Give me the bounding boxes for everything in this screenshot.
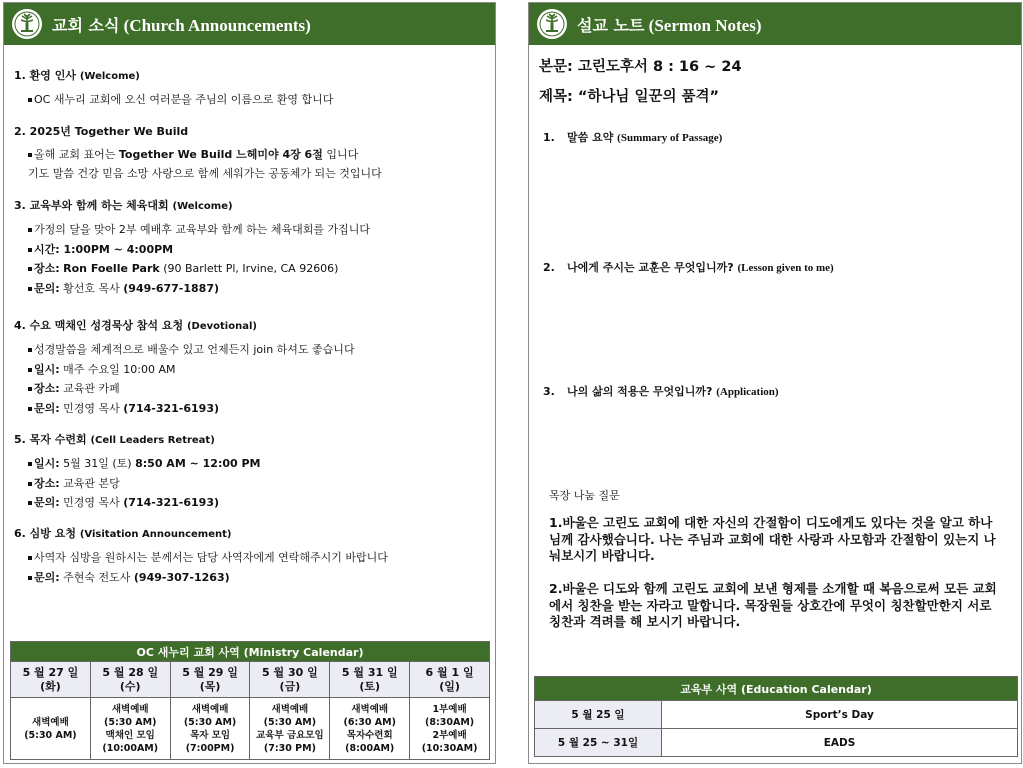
list-item: 문의: 황선호 목사 (949-677-1887) <box>14 279 489 299</box>
cell-question-1: 1.바울은 고린도 교회에 대한 자신의 간절함이 디도에게도 있다는 것을 알고 하나님께 감사했습니다. 나는 주님과 교회에 대한 사랑과 사모함과 간절함이 있는지 나눠보시기 바랍니다. <box>549 515 996 563</box>
list-item: 일시: 5월 31일 (토) 8:50 AM ~ 12:00 PM <box>14 454 489 474</box>
announcements-header <box>4 3 495 45</box>
calendar-event-line: 새벽예배 <box>191 703 229 715</box>
calendar-event-line: 새벽예배 <box>271 703 309 715</box>
calendar-event-line: (6:30 AM) <box>343 716 396 728</box>
calendar-day-header <box>410 662 490 698</box>
announcement-devotional: 4. 수요 맥채인 성경묵상 참석 요청 (Devotional) 성경말씀을 체계적으로 배울수 있고 언제든지 join 하셔도 좋습니다 일시: 매주 수요일 10:00 AM 장소: 교육관 카페 문의: 민경영 목사 (714-321-6193) <box>14 319 489 418</box>
announcement-visitation: 6. 심방 요청 (Visitation Announcement) 사역자 심방을 원하시는 분께서는 담당 사역자에게 연락해주시기 바랍니다 문의: 주현숙 전도사 (949-307-1263) <box>14 527 489 587</box>
calendar-day-header <box>11 662 91 698</box>
calendar-event-line: 목자 모임 <box>190 729 231 741</box>
question-application: 3. 나의 삶의 적용은 무엇입니까? (Application) <box>543 385 779 398</box>
table-row: 5 월 25 일 Sport’s Day <box>535 701 1018 729</box>
calendar-weekday: (토) <box>359 679 381 693</box>
question-lesson: 2. 나에게 주시는 교훈은 무엇입니까? (Lesson given to me) <box>543 261 834 274</box>
calendar-event-line: (5:30 AM) <box>104 716 157 728</box>
calendar-day-header <box>90 662 170 698</box>
calendar-day-header <box>250 662 330 698</box>
calendar-day-events <box>11 698 91 760</box>
calendar-day-header <box>170 662 250 698</box>
list-item: 장소: Ron Foelle Park (90 Barlett Pl, Irvine, CA 92606) <box>14 259 489 279</box>
calendar-date: 5 월 27 일 <box>22 665 79 679</box>
calendar-date: 5 월 29 일 <box>182 665 238 679</box>
announcement-together-we-build: 2. 2025년 Together We Build 올해 교회 표어는 Together We Build 느헤미야 4장 6절 입니다 기도 말씀 건강 믿음 소망 사랑으로 함께 세워가는 공동체가 되는 것입니다 <box>14 125 489 182</box>
calendar-event-line: 2부예배 <box>432 729 467 741</box>
list-item: 장소: 교육관 카페 <box>14 379 489 399</box>
calendar-event-line: (5:30 AM) <box>183 716 237 728</box>
calendar-day-events <box>410 698 490 760</box>
calendar-date: 5 월 31 일 <box>341 665 398 679</box>
list-item: 올해 교회 표어는 Together We Build 느헤미야 4장 6절 입니다 <box>14 145 489 165</box>
calendar-day-events <box>250 698 330 760</box>
education-calendar-title: 교육부 사역 (Education Calendar) <box>535 677 1018 701</box>
cell-sharing-label: 목장 나눔 질문 <box>549 489 620 502</box>
list-item: 문의: 민경영 목사 (714-321-6193) <box>14 399 489 419</box>
sermon-passage: 본문: 고린도후서 8 : 16 ~ 24 <box>539 59 742 75</box>
education-calendar <box>534 676 1018 757</box>
calendar-date: 6 월 1 일 <box>425 665 474 679</box>
calendar-weekday: (목) <box>199 679 221 693</box>
calendar-date: 5 월 30 일 <box>262 665 318 679</box>
calendar-event-line: (7:00PM) <box>185 742 235 754</box>
calendar-event-line: 새벽예배 <box>111 703 149 715</box>
calendar-event-line: (5:30 AM) <box>263 716 317 728</box>
calendar-weekday: (금) <box>279 679 301 693</box>
list-item: 문의: 민경영 목사 (714-321-6193) <box>14 493 489 513</box>
church-tree-logo-icon <box>12 9 42 39</box>
announcement-sports-day: 3. 교육부와 함께 하는 체육대회 (Welcome) 가정의 달을 맞아 2부 예배후 교육부와 함께 하는 체육대회를 가집니다 시간: 1:00PM ~ 4:00PM 장소: Ron Foelle Park (90 Barlett Pl, Irvine, CA 92606) 문의: 황선호 목사 (949-677-1887) <box>14 199 489 298</box>
calendar-weekday: (화) <box>40 679 61 693</box>
calendar-event-line: (8:30AM) <box>425 716 475 728</box>
calendar-date: 5 월 28 일 <box>102 665 159 679</box>
question-summary: 1. 말씀 요약 (Summary of Passage) <box>543 131 723 144</box>
list-item: 기도 말씀 건강 믿음 소망 사랑으로 함께 세워가는 공동체가 되는 것입니다 <box>28 166 382 180</box>
sermon-title-header: 설교 노트 (Sermon Notes) <box>577 15 762 35</box>
list-item: 장소: 교육관 본당 <box>14 474 489 494</box>
announcement-welcome: 1. 환영 인사 (Welcome) OC 새누리 교회에 오신 여러분을 주님의 이름으로 환영 합니다 <box>14 69 489 110</box>
list-item: 가정의 달을 맞아 2부 예배후 교육부와 함께 하는 체육대회를 가집니다 <box>14 220 489 240</box>
church-tree-logo-icon <box>537 9 567 39</box>
calendar-day-events <box>90 698 170 760</box>
calendar-event-line: (10:00AM) <box>102 742 159 754</box>
calendar-day-header <box>330 662 410 698</box>
calendar-event-line: (5:30 AM) <box>24 729 77 741</box>
calendar-weekday: (일) <box>439 679 460 693</box>
sermon-header <box>529 3 1021 45</box>
calendar-event-line: 교육부 금요모임 <box>256 729 324 741</box>
sermon-title: 제목: “하나님 일꾼의 품격” <box>539 89 720 105</box>
cell-question-2: 2.바울은 디도와 함께 고린도 교회에 보낸 형제를 소개할 때 복음으로써 모든 교회에서 칭찬을 받는 자라고 말합니다. 목장원들 상호간에 무엇이 칭찬할만한지 서로 칭찬과 격려를 해 보시기 바랍니다. <box>549 581 997 629</box>
ministry-calendar-title: OC 새누리 교회 사역 (Ministry Calendar) <box>11 642 490 662</box>
calendar-day-events <box>170 698 250 760</box>
calendar-day-events <box>330 698 410 760</box>
calendar-weekday: (수) <box>119 679 141 693</box>
list-item: 성경말씀을 체계적으로 배울수 있고 언제든지 join 하셔도 좋습니다 <box>14 340 489 360</box>
calendar-event-line: (7:30 PM) <box>263 742 316 754</box>
announcements-title: 교회 소식 (Church Announcements) <box>52 15 311 35</box>
list-item: 문의: 주현숙 전도사 (949-307-1263) <box>14 568 489 588</box>
calendar-event-line: 1부예배 <box>432 703 467 715</box>
ministry-calendar <box>10 641 490 760</box>
calendar-event-line: (8:00AM) <box>345 742 395 754</box>
table-row: 5 월 25 ~ 31일 EADS <box>535 729 1018 757</box>
announcement-cell-leaders-retreat: 5. 목자 수련회 (Cell Leaders Retreat) 일시: 5월 31일 (토) 8:50 AM ~ 12:00 PM 장소: 교육관 본당 문의: 민경영 목사 (714-321-6193) <box>14 433 489 513</box>
list-item: OC 새누리 교회에 오신 여러분을 주님의 이름으로 환영 합니다 <box>14 90 489 110</box>
calendar-event-line: 목자수련회 <box>346 729 393 741</box>
sermon-notes-panel <box>528 2 1022 764</box>
calendar-event-line: (10:30AM) <box>421 742 478 754</box>
list-item: 일시: 매주 수요일 10:00 AM <box>14 360 489 380</box>
announcements-panel <box>3 2 496 764</box>
calendar-event-line: 맥채인 모임 <box>105 729 155 741</box>
calendar-event-line: 새벽예배 <box>351 703 389 715</box>
list-item: 사역자 심방을 원하시는 분께서는 담당 사역자에게 연락해주시기 바랍니다 <box>14 548 489 568</box>
list-item: 시간: 1:00PM ~ 4:00PM <box>14 240 489 260</box>
calendar-event-line: 새벽예배 <box>32 716 69 728</box>
